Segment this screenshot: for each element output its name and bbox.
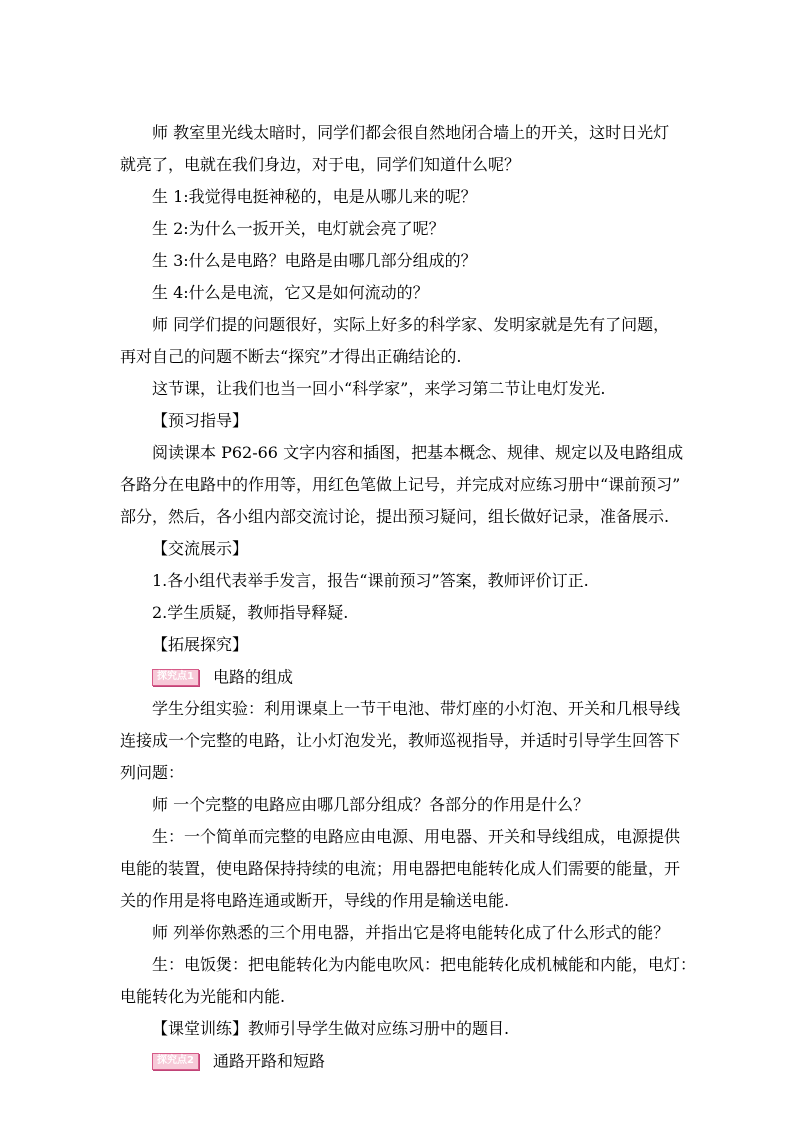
paragraph-preview-line1: 阅读课本 P62-66 文字内容和插图，把基本概念、规律、规定以及电路组成 [152,443,684,462]
paragraph-lesson-intro: 这节课，让我们也当一回小“科学家”，来学习第二节让电灯发光. [152,379,606,398]
paragraph-experiment-line2: 连接成一个完整的电路，让小灯泡发光，教师巡视指导，并适时引导学生回答下 [120,731,681,750]
heading-exchange-show: 【交流展示】 [152,539,249,558]
paragraph-classroom-training: 【课堂训练】教师引导学生做对应练习册中的题目. [152,1019,510,1038]
section-heading-1 [120,661,676,694]
paragraph-teacher-questions-line1: 师 同学们提的问题很好，实际上好多的科学家、发明家就是先有了问题， [152,315,670,334]
section-heading-2 [120,1045,676,1078]
paragraph-teacher-intro-line2: 就亮了，电就在我们身边，对于电，同学们知道什么呢？ [120,155,521,174]
paragraph-student-appliance-answer-line2: 电能转化为光能和内能. [120,987,286,1006]
paragraph-student1: 生 1:我觉得电挺神秘的，电是从哪儿来的呢？ [152,187,477,206]
paragraph-exchange-1: 1.各小组代表举手发言，报告“课前预习”答案，教师评价订正. [152,571,589,590]
paragraph-student4: 生 4:什么是电流，它又是如何流动的？ [152,283,429,302]
paragraph-student2: 生 2:为什么一扳开关，电灯就会亮了呢？ [152,219,445,238]
paragraph-preview-line3: 部分，然后，各小组内部交流讨论，提出预习疑问，组长做好记录，准备展示. [120,507,670,526]
paragraph-teacher-circuit-question: 师 一个完整的电路应由哪几部分组成？各部分的作用是什么？ [152,795,590,814]
inquiry-point-badge-2: 探究点2 [152,1053,199,1070]
paragraph-student-circuit-answer-line1: 生：一个简单而完整的电路应由电源、用电器、开关和导线组成，电源提供 [152,827,681,846]
inquiry-point-badge-1: 探究点1 [152,669,199,686]
paragraph-teacher-questions-line2: 再对自己的问题不断去“探究”才得出正确结论的. [120,347,462,366]
paragraph-student-circuit-answer-line2: 电能的装置，使电路保持持续的电流；用电器把电能转化成人们需要的能量，开 [120,859,681,878]
paragraph-student-circuit-answer-line3: 关的作用是将电路连通或断开，导线的作用是输送电能. [120,891,510,910]
paragraph-teacher-intro-line1: 师 教室里光线太暗时，同学们都会很自然地闭合墙上的开关，这时日光灯 [152,123,670,142]
section-title-2: 通路开路和短路 [212,1051,325,1071]
paragraph-student-appliance-answer-line1: 生：电饭煲：把电能转化为内能电吹风：把电能转化成机械能和内能，电灯： [152,955,697,974]
heading-extended-inquiry: 【拓展探究】 [152,635,249,654]
paragraph-exchange-2: 2.学生质疑，教师指导释疑. [152,603,349,622]
paragraph-student3: 生 3:什么是电路？电路是由哪几部分组成的？ [152,251,477,270]
heading-preview-guide: 【预习指导】 [152,411,249,430]
paragraph-teacher-appliance-question: 师 列举你熟悉的三个用电器，并指出它是将电能转化成了什么形式的能？ [152,923,670,942]
paragraph-experiment-line3: 列问题： [120,763,185,782]
paragraph-experiment-line1: 学生分组实验：利用课桌上一节干电池、带灯座的小灯泡、开关和几根导线 [152,699,681,718]
section-title-1: 电路的组成 [212,667,293,687]
paragraph-preview-line2: 各路分在电路中的作用等，用红色笔做上记号，并完成对应练习册中“课前预习” [120,475,681,494]
